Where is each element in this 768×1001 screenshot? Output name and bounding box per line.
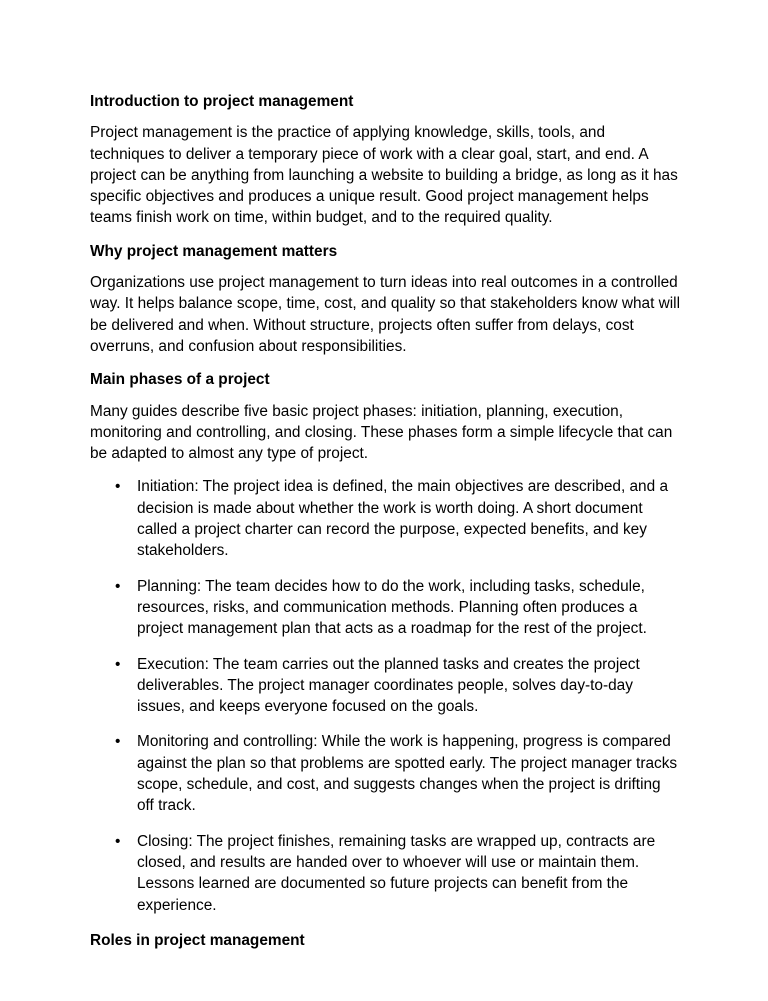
paragraph-main-phases: Many guides describe five basic project phases: initiation, planning, execution, monitoring and controlling, and closing. These phases form a simple lifecycle that can be adapted to almost any type of project. [90,402,673,463]
paragraph-introduction: Project management is the practice of applying knowledge, skills, tools, and techniques to deliver a temporary piece of work with a clear goal, start, and end. A project can be anything from launching a website to building a bridge, as long as it has specific objectives and produces a unique result. Good project management helps teams finish work on time, within budget, and to the required quality. [90,124,678,227]
list-item-initiation [115,476,680,561]
bullet-icon: • [115,655,121,673]
bullet-icon: • [115,733,121,751]
paragraph-why-matters: Organizations use project management to turn ideas into real outcomes in a controlled way. It helps balance scope, time, cost, and quality so that stakeholders know what will be delivered and when. Without structure, projects often suffer from delays, cost overruns, and confusion about responsibilities. [90,274,680,355]
bullet-icon: • [115,478,121,496]
heading-roles: Roles in project management [90,931,305,949]
list-item-closing [115,831,680,916]
bullet-icon: • [115,832,121,850]
list-item-text: Planning: The team decides how to do the work, including tasks, schedule, resources, risks, and communication methods. Planning often produces a project management plan that acts as a roadmap for the rest of the project. [137,577,647,638]
heading-introduction: Introduction to project management [90,93,354,110]
phases-list [90,476,680,915]
list-item-text: Execution: The team carries out the planned tasks and creates the project deliverables. The project manager coordinates people, solves day-to-day issues, and keeps everyone focused on the goals. [137,655,640,716]
list-item-execution [115,654,680,718]
heading-why-matters: Why project management matters [90,242,338,260]
list-item-monitoring [115,731,680,816]
list-item-text: Initiation: The project idea is defined, the main objectives are described, and a decision is made about whether the work is worth doing. A short document called a project charter can record the purpose, expected benefits, and key stakeholders. [137,478,669,560]
heading-main-phases: Main phases of a project [90,371,270,389]
bullet-icon: • [115,577,121,595]
list-item-text: Monitoring and controlling: While the work is happening, progress is compared against the plan so that problems are spotted early. The project manager tracks scope, schedule, and cost, and suggests changes when the project is drifting off track. [137,733,678,815]
list-item-planning [115,576,680,640]
list-item-text: Closing: The project finishes, remaining tasks are wrapped up, contracts are closed, and results are handed over to whoever will use or maintain them. Lessons learned are documented so future projects can benefit from the experience. [137,832,656,914]
